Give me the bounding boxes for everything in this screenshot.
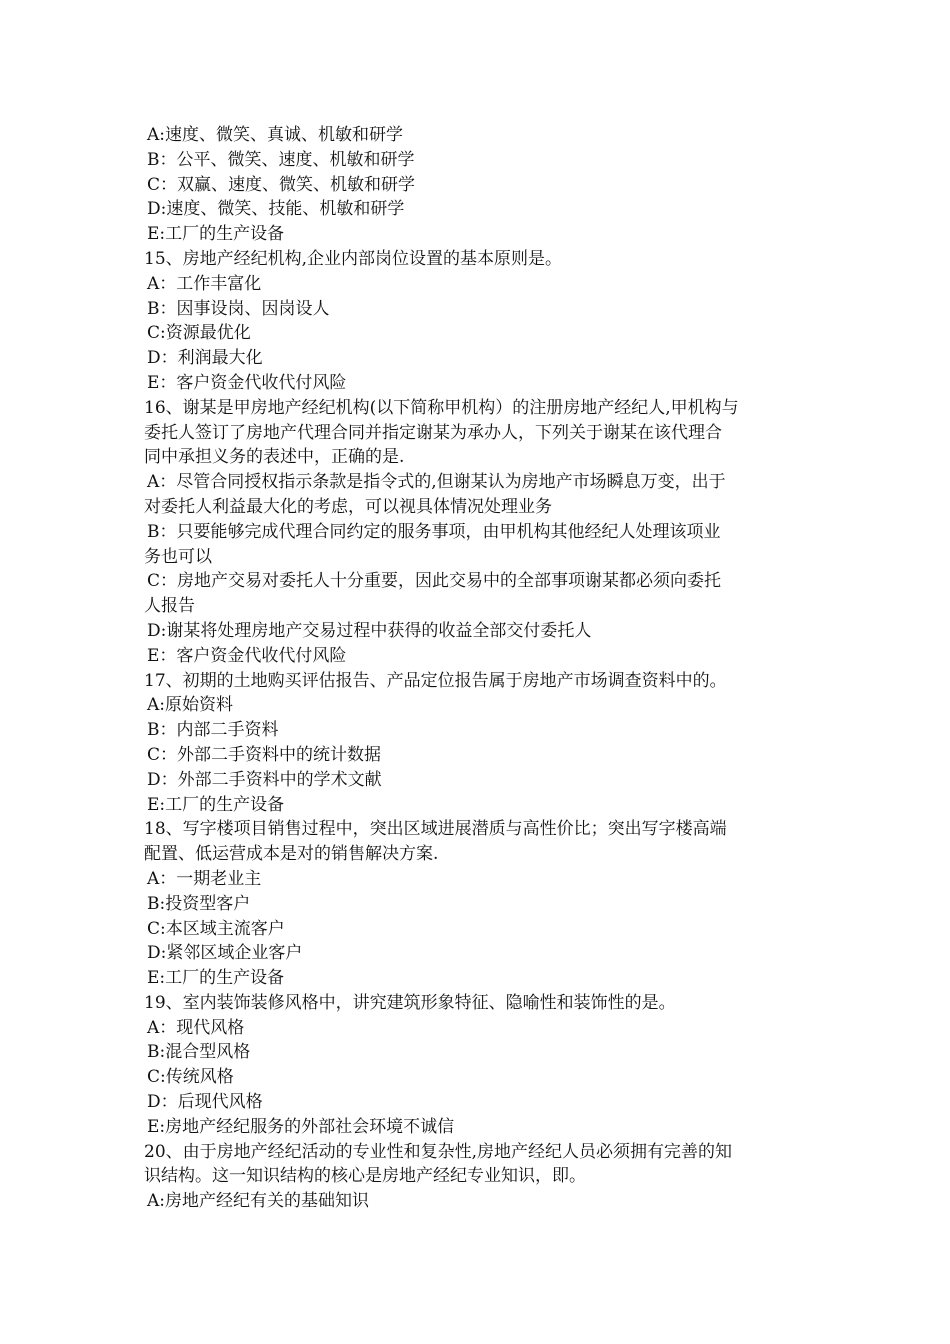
question-18-text-line-2: 配置、低运营成本是对的销售解决方案. — [144, 844, 439, 865]
option-15-a: A：工作丰富化 — [147, 273, 262, 294]
option-16-e: E：客户资金代收代付风险 — [147, 645, 347, 666]
document-page — [144, 123, 814, 1214]
option-14-c: C：双赢、速度、微笑、机敏和研学 — [147, 174, 416, 195]
option-18-c: C:本区域主流客户 — [147, 918, 285, 939]
option-15-b: B：因事设岗、因岗设人 — [147, 298, 330, 319]
question-15 — [144, 247, 814, 396]
option-16-b-line-2: 务也可以 — [144, 546, 212, 567]
option-17-c: C：外部二手资料中的统计数据 — [147, 744, 382, 765]
option-17-b: B：内部二手资料 — [147, 720, 279, 741]
option-20-a: A:房地产经纪有关的基础知识 — [147, 1191, 370, 1212]
question-16-text-line-3: 同中承担义务的表述中，正确的是. — [144, 447, 405, 468]
option-18-b: B:投资型客户 — [147, 893, 251, 914]
option-15-d: D：利润最大化 — [147, 348, 263, 369]
option-14-a: A:速度、微笑、真诚、机敏和研学 — [147, 125, 404, 145]
question-15-text: 15、房地产经纪机构,企业内部岗位设置的基本原则是。 — [144, 248, 563, 269]
question-14-options — [144, 123, 814, 247]
question-18 — [144, 817, 814, 991]
question-16-text-line-1: 16、谢某是甲房地产经纪机构(以下简称甲机构）的注册房地产经纪人,甲机构与 — [144, 397, 739, 418]
option-17-e: E:工厂的生产设备 — [147, 794, 285, 815]
option-16-d: D:谢某将处理房地产交易过程中获得的收益全部交付委托人 — [147, 620, 592, 641]
option-15-e: E：客户资金代收代付风险 — [147, 372, 347, 393]
option-16-a-line-1: A：尽管合同授权指示条款是指令式的,但谢某认为房地产市场瞬息万变，出于 — [147, 472, 726, 493]
option-16-b-line-1: B：只要能够完成代理合同约定的服务事项，由甲机构其他经纪人处理该项业 — [147, 521, 721, 542]
option-18-a: A：一期老业主 — [147, 868, 262, 889]
question-20 — [144, 1140, 814, 1214]
option-14-e: E:工厂的生产设备 — [147, 224, 285, 245]
question-16-text-line-2: 委托人签订了房地产代理合同并指定谢某为承办人，下列关于谢某在该代理合 — [144, 422, 722, 443]
option-17-a: A:原始资料 — [147, 695, 234, 716]
question-17-text: 17、初期的土地购买评估报告、产品定位报告属于房地产市场调查资料中的。 — [144, 670, 727, 691]
option-17-d: D：外部二手资料中的学术文献 — [147, 769, 382, 790]
option-14-b: B：公平、微笑、速度、机敏和研学 — [147, 149, 415, 170]
option-18-d: D:紧邻区域企业客户 — [147, 943, 303, 964]
question-17 — [144, 669, 814, 818]
option-15-c: C:资源最优化 — [147, 323, 251, 344]
question-18-text-line-1: 18、写字楼项目销售过程中，突出区域进展潜质与高性价比；突出写字楼高端 — [144, 819, 727, 840]
option-16-c-line-1: C：房地产交易对委托人十分重要，因此交易中的全部事项谢某都必须向委托 — [147, 571, 722, 592]
question-19 — [144, 991, 814, 1140]
option-18-e: E:工厂的生产设备 — [147, 968, 285, 989]
question-20-text-line-2: 识结构。这一知识结构的核心是房地产经纪专业知识，即。 — [144, 1166, 586, 1187]
option-16-c-line-2: 人报告 — [144, 596, 195, 617]
option-19-d: D：后现代风格 — [147, 1092, 263, 1113]
option-19-b: B:混合型风格 — [147, 1042, 251, 1063]
option-14-d: D:速度、微笑、技能、机敏和研学 — [147, 199, 405, 220]
option-19-a: A：现代风格 — [147, 1017, 245, 1038]
option-19-e: E:房地产经纪服务的外部社会环境不诚信 — [147, 1116, 455, 1137]
question-19-text: 19、室内装饰装修风格中，讲究建筑形象特征、隐喻性和装饰性的是。 — [144, 992, 676, 1013]
option-19-c: C:传统风格 — [147, 1067, 234, 1088]
option-16-a-line-2: 对委托人利益最大化的考虑，可以视具体情况处理业务 — [144, 496, 552, 517]
question-16 — [144, 396, 814, 669]
question-20-text-line-1: 20、由于房地产经纪活动的专业性和复杂性,房地产经纪人员必须拥有完善的知 — [144, 1141, 733, 1162]
